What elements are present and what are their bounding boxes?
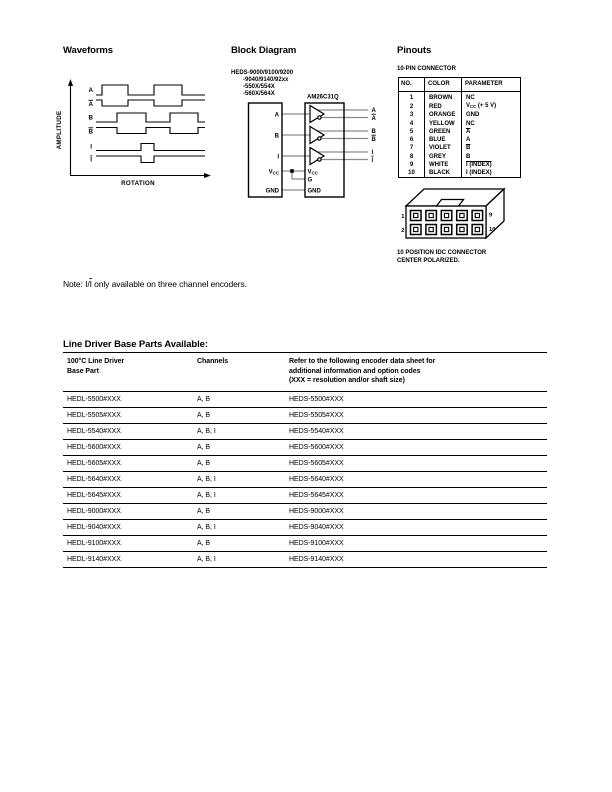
trace-a-bar: [96, 100, 205, 106]
note-overlined-i: $\overline{I}$: [89, 279, 92, 289]
out-a-bar: A: [371, 115, 376, 122]
invert-bubble-i: [318, 158, 321, 161]
pinout-header-row: [399, 78, 521, 92]
pinout-row: 6 BLUE A: [399, 136, 521, 144]
label-b: B: [88, 114, 93, 122]
parts-header-row: [63, 353, 547, 392]
y-axis-label: AMPLITUDE: [56, 110, 63, 150]
pinout-row: 3 ORANGE GND: [399, 111, 521, 119]
connector-caption-line1: 10 POSITION IDC CONNECTOR: [397, 250, 487, 256]
trace-b-bar: [96, 128, 205, 134]
pin-gnd-left: GND: [265, 188, 279, 195]
pinout-row: 8 GREY B: [399, 153, 521, 161]
driver-label: AM26C31Q: [307, 94, 339, 101]
pinout-row: 2 RED $V_{CC}$ (+ 5 V): [399, 102, 521, 111]
pinouts-heading: Pinouts: [397, 45, 432, 56]
block-diagram-figure: [225, 62, 390, 204]
parts-row: HEDL-5505#XXX A, B HEDS-5505#XXX: [63, 407, 547, 423]
parts-row: HEDL-9000#XXX A, B HEDS-9000#XXX: [63, 503, 547, 519]
device-line-1: HEDS-9000/9100/9200: [231, 70, 294, 76]
pinout-row: 9 WHITE I (INDEX): [399, 161, 521, 169]
vcc-junction-dot: [290, 169, 294, 173]
parts-row: HEDL-9040#XXX A, B, I HEDS-9040#XXX: [63, 519, 547, 535]
pin-vcc-left: VCC: [268, 169, 279, 176]
invert-bubble-a: [318, 116, 321, 119]
parts-row: HEDL-5500#XXX A, B HEDS-5500#XXX: [63, 391, 547, 407]
trace-b: [96, 113, 205, 122]
trace-i-bar: [96, 156, 205, 163]
pin-gnd-right: GND: [307, 188, 321, 195]
parts-table: [63, 352, 547, 568]
out-i-bar: I: [371, 157, 374, 164]
device-line-3: -550X/554X: [243, 84, 275, 90]
y-axis-arrow: [68, 79, 73, 86]
pinout-col-no: NO.: [399, 78, 425, 92]
parts-col-reference: Refer to the following encoder data sheet for additional information and option codes (XXX = resolution and/or shaft size): [289, 358, 436, 384]
x-axis-arrow: [204, 173, 211, 178]
pin-g: G: [307, 177, 313, 184]
x-axis-label: ROTATION: [121, 180, 155, 187]
pinout-row: 4 YELLOW NC: [399, 120, 521, 128]
idc-connector-figure: [395, 184, 535, 246]
waveforms-figure: [48, 72, 216, 190]
parts-row: HEDL-5540#XXX A, B, I HEDS-5540#XXX: [63, 423, 547, 439]
pinout-row: 5 GREEN $\overline{A}$: [399, 128, 521, 136]
label-i: I: [90, 143, 92, 151]
out-b-bar: B: [371, 136, 376, 143]
device-line-2: -9040/9140/92xx: [243, 77, 289, 83]
pin-i: I: [277, 154, 279, 161]
parts-row: HEDL-5645#XXX A, B, I HEDS-5645#XXX: [63, 487, 547, 503]
label-a-bar: A: [88, 101, 93, 108]
out-a: A: [371, 108, 376, 114]
pinout-table: [398, 77, 521, 178]
parts-row: HEDL-5605#XXX A, B HEDS-5605#XXX: [63, 455, 547, 471]
pin-vcc-right: VCC: [307, 169, 318, 176]
pin2-label: 2: [401, 228, 405, 234]
pinout-row: 1 BROWN NC: [399, 92, 521, 103]
trace-i: [96, 144, 205, 151]
connector-caption: [397, 249, 486, 265]
label-i-bar: I: [90, 156, 92, 164]
pin1-label: 1: [401, 214, 405, 220]
block-diagram-heading: Block Diagram: [231, 45, 297, 56]
trace-a: [96, 85, 205, 95]
connector-type-label: 10-PIN CONNECTOR: [397, 66, 456, 72]
pin-b: B: [274, 133, 279, 140]
connector-caption-line2: CENTER POLARIZED.: [397, 258, 460, 264]
pinout-col-parameter: PARAMETER: [462, 78, 521, 92]
line-driver-buffers: [310, 106, 324, 165]
parts-row: HEDL-5600#XXX A, B HEDS-5600#XXX: [63, 439, 547, 455]
pin-a: A: [274, 112, 279, 119]
label-a: A: [88, 87, 93, 94]
pinout-row: 10 BLACK I (INDEX): [399, 169, 521, 178]
parts-row: HEDL-9100#XXX A, B HEDS-9100#XXX: [63, 535, 547, 551]
invert-bubble-b: [318, 137, 321, 140]
waveforms-heading: Waveforms: [63, 45, 113, 56]
note-text: Note: $I/\overline{I}$ only available on three channel encoders.: [63, 279, 247, 289]
parts-row: HEDL-5640#XXX A, B, I HEDS-5640#XXX: [63, 471, 547, 487]
parts-table-title: Line Driver Base Parts Available:: [63, 339, 208, 350]
parts-row: HEDL-9140#XXX A, B, I HEDS-9140#XXX: [63, 551, 547, 567]
label-b-bar: B: [88, 128, 93, 136]
polarization-tab: [437, 200, 464, 207]
pinout-col-color: COLOR: [425, 78, 462, 92]
out-i: I: [371, 150, 374, 156]
waveform-traces: [96, 85, 205, 163]
device-line-4: -560X/564X: [243, 91, 275, 97]
out-b: B: [371, 129, 376, 135]
pin10-label: 10: [489, 227, 496, 233]
parts-col-channels: Channels: [197, 358, 229, 365]
parts-col-basepart: 100°C Line Driver Base Part: [67, 358, 125, 375]
pinout-row: 7 VIOLET $\overline{B}$: [399, 144, 521, 152]
pin9-label: 9: [489, 212, 493, 219]
